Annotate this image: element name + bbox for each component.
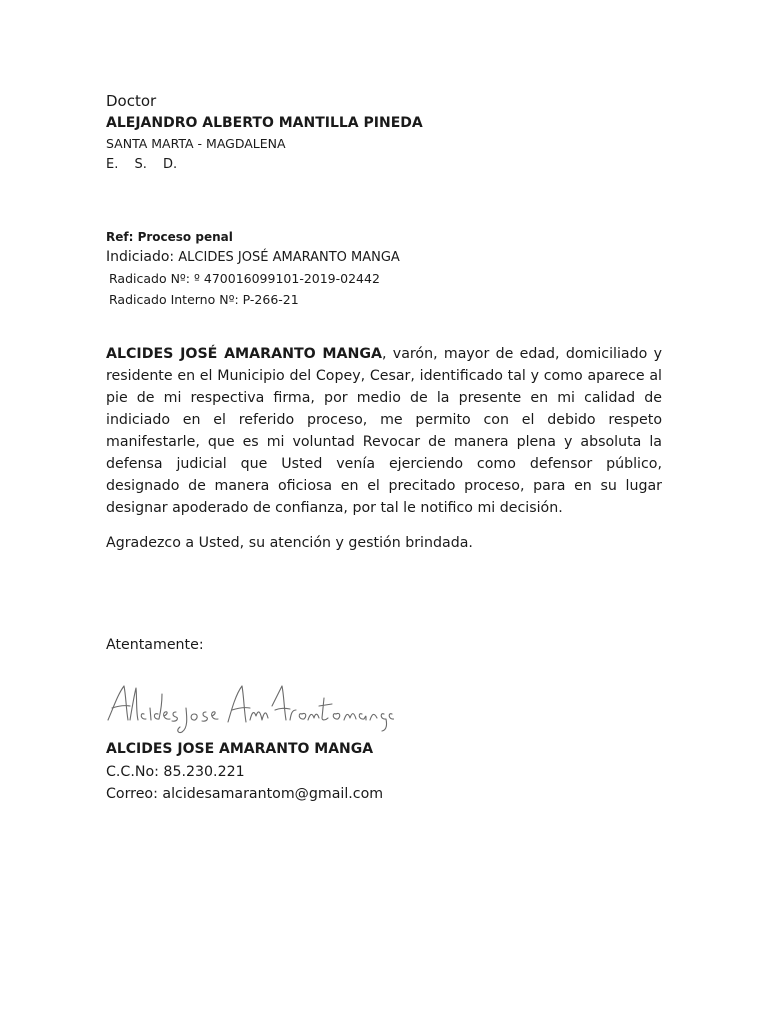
reference-title: Ref: Proceso penal [106, 230, 233, 244]
addressee-city: SANTA MARTA - MAGDALENA [106, 136, 286, 151]
indiciado-value: ALCIDES JOSÉ AMARANTO MANGA [178, 250, 400, 265]
thanks-line: Agradezco a Usted, su atención y gestión brindada. [106, 535, 473, 551]
reference-radicado [109, 271, 380, 286]
body-paragraph [106, 343, 662, 519]
radicado-label: Radicado Nº: [109, 271, 191, 286]
valediction: Atentamente: [106, 637, 204, 653]
salutation: Doctor [106, 92, 157, 110]
indiciado-label: Indiciado: [106, 249, 175, 265]
esd-abbreviation: E. S. D. [106, 157, 178, 172]
body-lead-name: ALCIDES JOSÉ AMARANTO MANGA [106, 346, 382, 362]
radicado-value: º 470016099101-2019-02442 [194, 271, 380, 286]
reference-indiciado [106, 249, 400, 265]
signer-id: C.C.No: 85.230.221 [106, 764, 245, 780]
addressee-name: ALEJANDRO ALBERTO MANTILLA PINEDA [106, 115, 423, 131]
reference-radicado-interno: Radicado Interno Nº: P-266-21 [109, 292, 299, 307]
body-text: , varón, mayor de edad, domiciliado y residente en el Municipio del Copey, Cesar, identificado tal y como aparece al pie de mi respectiva firma, por medio de la presente en mi calidad de indiciado en el referido proceso, me permito con el debido respeto manifestarle, que es mi voluntad Revocar de manera plena y absoluta la defensa judicial que Usted venía ejerciendo como defensor público, designado de manera oficiosa en el precitado proceso, para en su lugar designar apoderado de confianza, por tal le notifico mi decisión. [106, 346, 662, 516]
signer-name: ALCIDES JOSE AMARANTO MANGA [106, 741, 374, 757]
signer-email: Correo: alcidesamarantom@gmail.com [106, 786, 384, 802]
handwritten-signature [104, 676, 394, 736]
